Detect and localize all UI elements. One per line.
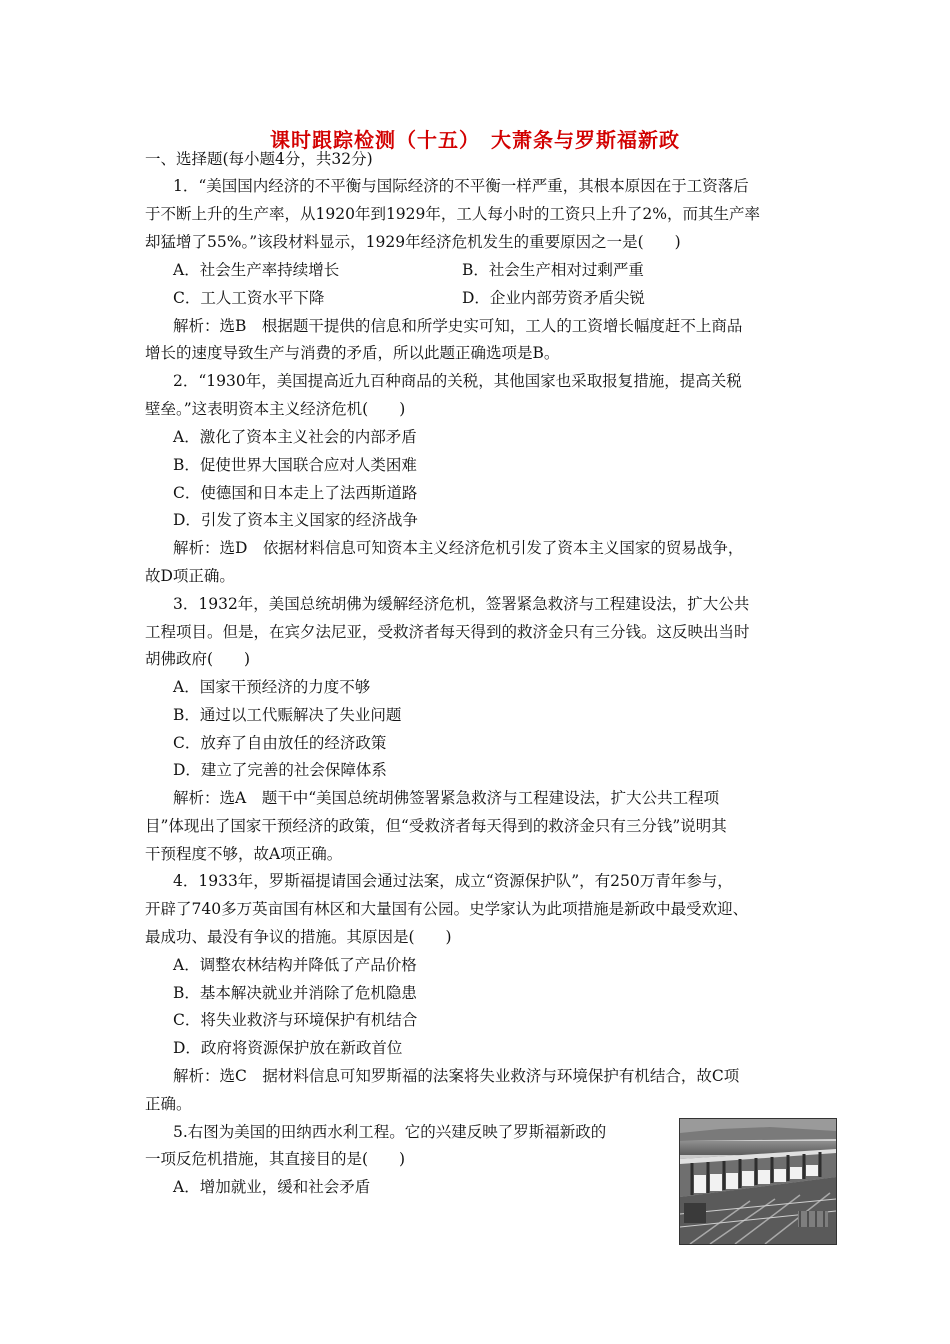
q4-option-a: A．调整农林结构并降低了产品价格 [173,956,417,974]
q4-analysis-line-2: 正确。 [145,1095,192,1113]
q3-analysis-line-2: 目”体现出了国家干预经济的政策，但“受救济者每天得到的救济金只有三分钱”说明其 [145,817,727,835]
q2-analysis-line-2: 故D项正确。 [145,567,235,585]
q4-stem-line-1: 4．1933年，罗斯福提请国会通过法案，成立“资源保护队”，有250万青年参与， [173,872,733,890]
dam-photo-illustration [680,1119,836,1244]
q4-stem-line-2: 开辟了740多万英亩国有林区和大量国有公园。史学家认为此项措施是新政中最受欢迎、 [145,900,749,918]
q2-stem-line-2: 壁垒。”这表明资本主义经济危机( ) [145,400,406,418]
q3-option-b: B．通过以工代赈解决了失业问题 [173,706,402,724]
q1-option-c: C．工人工资水平下降 [173,289,325,307]
dam-photo [679,1118,837,1245]
q4-option-b: B．基本解决就业并消除了危机隐患 [173,984,417,1002]
section-header: 一、选择题(每小题4分，共32分) [145,150,373,168]
q1-option-d: D．企业内部劳资矛盾尖锐 [462,289,645,307]
q5-option-a: A．增加就业，缓和社会矛盾 [173,1178,371,1196]
q3-stem-line-3: 胡佛政府( ) [145,650,251,668]
q1-analysis-line-2: 增长的速度导致生产与消费的矛盾，所以此题正确选项是B。 [145,344,560,362]
q2-option-b: B．促使世界大国联合应对人类困难 [173,456,417,474]
q2-option-a: A．激化了资本主义社会的内部矛盾 [173,428,417,446]
q1-analysis-line-1: 解析：选B 根据题干提供的信息和所学史实可知，工人的工资增长幅度赶不上商品 [173,317,743,335]
q3-analysis-line-3: 干预程度不够，故A项正确。 [145,845,343,863]
q1-stem-line-2: 于不断上升的生产率，从1920年到1929年，工人每小时的工资只上升了2%，而其生产率 [145,205,760,223]
q2-option-c: C．使德国和日本走上了法西斯道路 [173,484,418,502]
q3-stem-line-1: 3．1932年，美国总统胡佛为缓解经济危机，签署紧急救济与工程建设法，扩大公共 [173,595,750,613]
q4-stem-line-3: 最成功、最没有争议的措施。其原因是( ) [145,928,452,946]
q2-option-d: D．引发了资本主义国家的经济战争 [173,511,418,529]
q5-stem-line-2: 一项反危机措施，其直接目的是( ) [145,1150,406,1168]
q4-option-c: C．将失业救济与环境保护有机结合 [173,1011,418,1029]
q1-option-b: B．社会生产相对过剩严重 [462,261,644,279]
q4-option-d: D．政府将资源保护放在新政首位 [173,1039,403,1057]
page-title: 课时跟踪检测（十五） 大萧条与罗斯福新政 [270,128,680,152]
q3-analysis-line-1: 解析：选A 题干中“美国总统胡佛签署紧急救济与工程建设法，扩大公共工程项 [173,789,720,807]
q3-option-c: C．放弃了自由放任的经济政策 [173,734,387,752]
q3-stem-line-2: 工程项目。但是，在宾夕法尼亚，受救济者每天得到的救济金只有三分钱。这反映出当时 [145,623,750,641]
q3-option-a: A．国家干预经济的力度不够 [173,678,371,696]
q1-stem-line-3: 却猛增了55%。”该段材料显示，1929年经济危机发生的重要原因之一是( ) [145,233,681,251]
q4-analysis-line-1: 解析：选C 据材料信息可知罗斯福的法案将失业救济与环境保护有机结合，故C项 [173,1067,740,1085]
q2-analysis-line-1: 解析：选D 依据材料信息可知资本主义经济危机引发了资本主义国家的贸易战争， [173,539,744,557]
q5-stem-line-1: 5.右图为美国的田纳西水利工程。它的兴建反映了罗斯福新政的 [173,1123,607,1141]
q3-option-d: D．建立了完善的社会保障体系 [173,761,387,779]
q1-option-a: A．社会生产率持续增长 [173,261,340,279]
q2-stem-line-1: 2．“1930年，美国提高近九百种商品的关税，其他国家也采取报复措施，提高关税 [173,372,742,390]
q1-stem-line-1: 1．“美国国内经济的不平衡与国际经济的不平衡一样严重，其根本原因在于工资落后 [173,177,749,195]
